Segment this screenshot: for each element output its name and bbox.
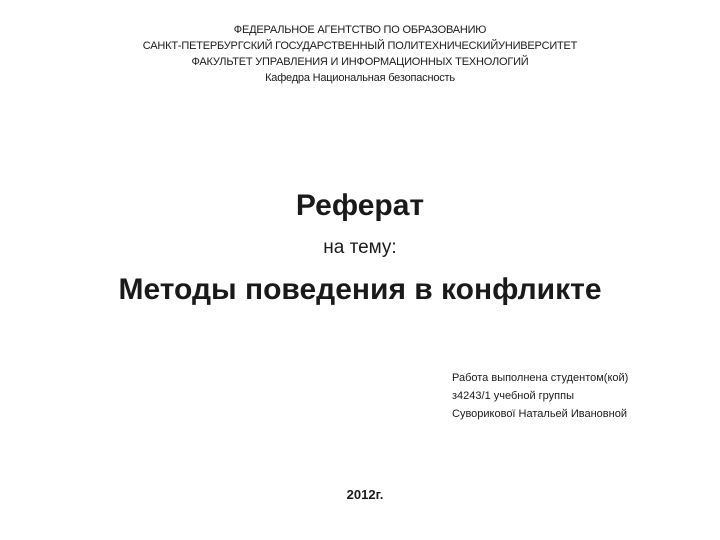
institution-header: [0, 22, 720, 86]
author-line-group: з4243/1 учебной группы: [452, 390, 574, 402]
department-name: Кафедра Национальная безопасность: [265, 72, 455, 84]
document-topic: Методы поведения в конфликте: [118, 273, 602, 306]
document-year: 2012г.: [346, 487, 384, 502]
university-name: САНКТ-ПЕТЕРБУРГСКИЙ ГОСУДАРСТВЕННЫЙ ПОЛИТЕХНИЧЕСКИЙУНИВЕРСИТЕТ: [142, 40, 578, 52]
author-line-performed-by: Работа выполнена студентом(кой): [452, 372, 629, 384]
agency-name: ФЕДЕРАЛЬНОЕ АГЕНТСТВО ПО ОБРАЗОВАНИЮ: [233, 24, 487, 36]
faculty-name: ФАКУЛЬТЕТ УПРАВЛЕНИЯ И ИНФОРМАЦИОННЫХ ТЕХНОЛОГИЙ: [191, 56, 529, 68]
document-title: Реферат: [295, 189, 425, 222]
author-line-name: Суворикової Натальей Ивановной: [452, 408, 627, 420]
document-subtitle: на тему:: [323, 237, 397, 258]
author-block: [452, 369, 712, 423]
